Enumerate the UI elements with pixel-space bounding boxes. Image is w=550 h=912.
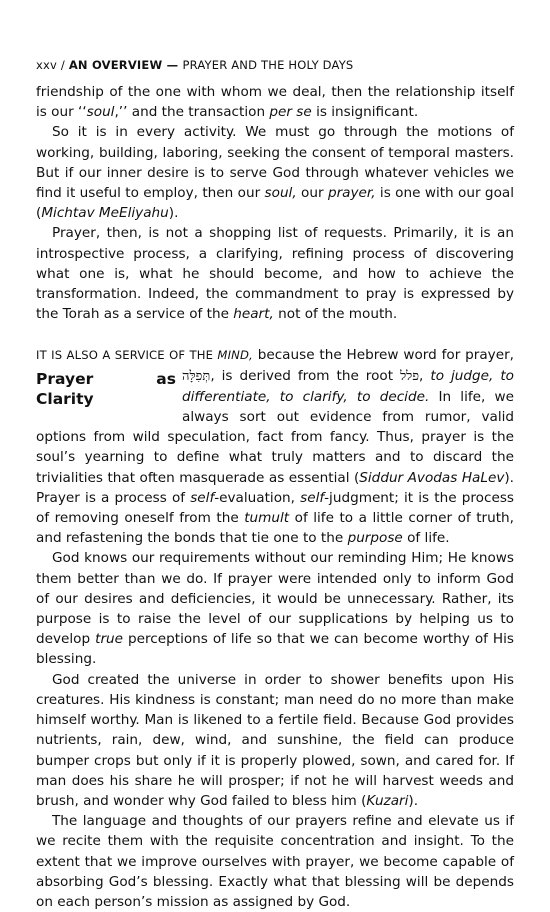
paragraph-6: God created the universe in order to shower benefits upon His creatures. His kindness is constant; man need do no more than make himself worthy. Man is likened to a fertile field. Because God provides nutrients, rain, dew, wind, and sunshine, the field can produce bumper crops but only if it is properly plowed, sown, and cared for. If man does his share he will prosper; if not he will harvest weeds and brush, and wonder why God failed to bless him (Kuzari). [36, 671, 514, 809]
running-head: xxv / AN OVERVIEW — PRAYER AND THE HOLY DAYS [36, 58, 354, 72]
hebrew-word-tefillah: תְּפִלָּה [182, 368, 211, 384]
page-number: xxv [36, 58, 58, 72]
section-lead: IT IS ALSO A SERVICE OF THE [36, 348, 218, 363]
paragraph-5: God knows our requirements without our reminding Him; He knows them better than we do. If prayer were intended only to inform God of our desires and deficiencies, it would be unnecessary. Rather, its purpose is to raise the level of our supplications by helping us to develop true perceptions of life so that we can become worthy of His blessing. [36, 550, 514, 668]
hebrew-root: פלל [400, 368, 420, 384]
paragraph-2: So it is in every activity. We must go through the motions of working, building, laboring, seeking the consent of temporal masters. But if our inner desire is to serve God through whatever vehicles we find it useful to employ, then our soul, our prayer, is one with our goal (Michtav MeEliyahu). [36, 124, 514, 222]
section-subtitle: PRAYER AND THE HOLY DAYS [182, 58, 354, 72]
body-text [36, 82, 514, 912]
section-title: AN OVERVIEW [68, 58, 163, 72]
paragraph-4: IT IS ALSO A SERVICE OF THE MIND, because the Hebrew word for prayer, תְּפִלָּה, is derived from the root פלל, Prayer as Clarity to judge, to differentiate, to clarify, to decide. In life, we always sort out evidence from rumor, valid options from wild speculation, fact from fancy. Thus, prayer is the soul’s yearning to define what truly matters and to discard the trivialities that often masquerade as essential (Siddur Avodas HaLev). Prayer is a process of self-evaluation, self-judgment; it is the process of removing oneself from the tumult of life to a little corner of truth, and refastening the bonds that tie one to the purpose of life. [36, 347, 514, 547]
section-break [36, 324, 514, 345]
side-heading: Prayer as Clarity [36, 369, 176, 408]
book-page [36, 58, 514, 912]
paragraph-7: The language and thoughts of our prayers refine and elevate us if we recite them with the requisite concentration and insight. To the extent that we improve ourselves with prayer, we become capable of absorbing God’s blessing. Exactly what that blessing will be depends on each person’s mission as assigned by God. [36, 813, 514, 910]
paragraph-3: Prayer, then, is not a shopping list of requests. Primarily, it is an introspective process, a clarifying, refining process of discovering what one is, what he should become, and how to achieve the transformation. Indeed, the commandment to pray is expressed by the Torah as a service of the heart, not of the mouth. [36, 225, 514, 323]
paragraph-1: friendship of the one with whom we deal, then the relationship itself is our ‘‘soul,’’ and the transaction per se is insignificant. [36, 84, 514, 121]
